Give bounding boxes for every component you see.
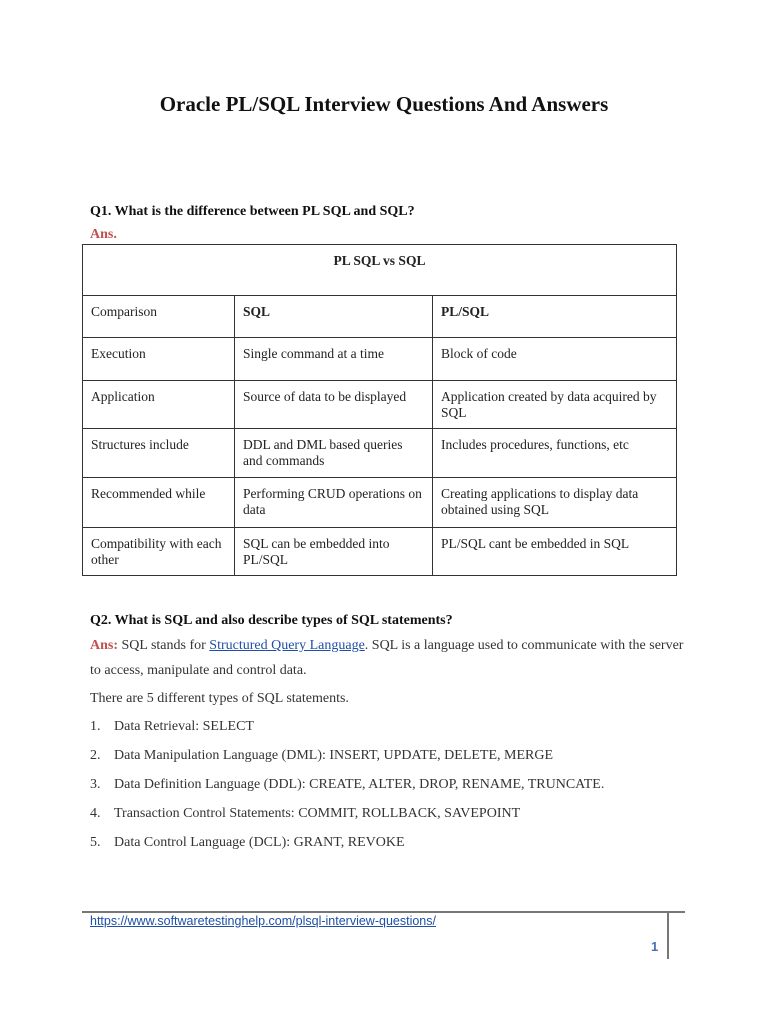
table-header-row [83,296,677,338]
table-cell: Block of code [433,338,677,381]
table-cell: Creating applications to display data obtained using SQL [433,478,677,528]
answer-2-text [90,633,690,683]
table-cell: Application [83,381,235,429]
answer-2-text-start: SQL stands for [118,638,210,653]
page-title: Oracle PL/SQL Interview Questions And Answers [159,92,609,116]
structured-query-language-link[interactable]: Structured Query Language [209,638,365,653]
question-2: Q2. What is SQL and also describe types of SQL statements? [90,613,453,628]
table-row [83,478,677,528]
table-cell: Execution [83,338,235,381]
list-item: 1. Data Retrieval: SELECT [90,719,254,734]
list-item: 2. Data Manipulation Language (DML): INSERT, UPDATE, DELETE, MERGE [90,748,554,763]
column-header-sql: SQL [235,296,433,338]
table-cell: Application created by data acquired by SQL [433,381,677,429]
table-row [83,528,677,576]
table-cell: SQL can be embedded into PL/SQL [235,528,433,576]
comparison-table [82,244,677,576]
table-cell: Recommended while [83,478,235,528]
answer-2-text-end: . SQL is a language used to communicate with the server to access, manipulate and control data. [90,638,684,678]
answer-2-label: Ans: [90,638,119,653]
table-cell: Source of data to be displayed [235,381,433,429]
table-heading: PL SQL vs SQL [83,245,677,296]
sql-types-intro: There are 5 different types of SQL statements. [90,691,349,706]
question-1: Q1. What is the difference between PL SQL and SQL? [90,204,415,219]
table-cell: Includes procedures, functions, etc [433,429,677,478]
list-item: 4. Transaction Control Statements: COMMIT, ROLLBACK, SAVEPOINT [90,806,521,821]
column-header-comparison: Comparison [83,296,235,338]
list-item: 3. Data Definition Language (DDL): CREATE, ALTER, DROP, RENAME, TRUNCATE. [90,777,605,792]
column-header-plsql: PL/SQL [433,296,677,338]
table-row [83,381,677,429]
table-heading-row [83,245,677,296]
table-cell: Performing CRUD operations on data [235,478,433,528]
footer-url-link[interactable]: https://www.softwaretestinghelp.com/plsql-interview-questions/ [90,914,436,928]
table-row [83,429,677,478]
table-row [83,338,677,381]
table-cell: Structures include [83,429,235,478]
table-cell: Single command at a time [235,338,433,381]
footer-divider [82,911,685,913]
table-cell: DDL and DML based queries and commands [235,429,433,478]
table-cell: PL/SQL cant be embedded in SQL [433,528,677,576]
list-item: 5. Data Control Language (DCL): GRANT, REVOKE [90,835,405,850]
answer-1-label: Ans. [90,227,117,242]
sql-types-list [90,716,604,861]
footer-page-bar [667,911,669,959]
table-cell: Compatibility with each other [83,528,235,576]
page-number: 1 [651,939,659,954]
